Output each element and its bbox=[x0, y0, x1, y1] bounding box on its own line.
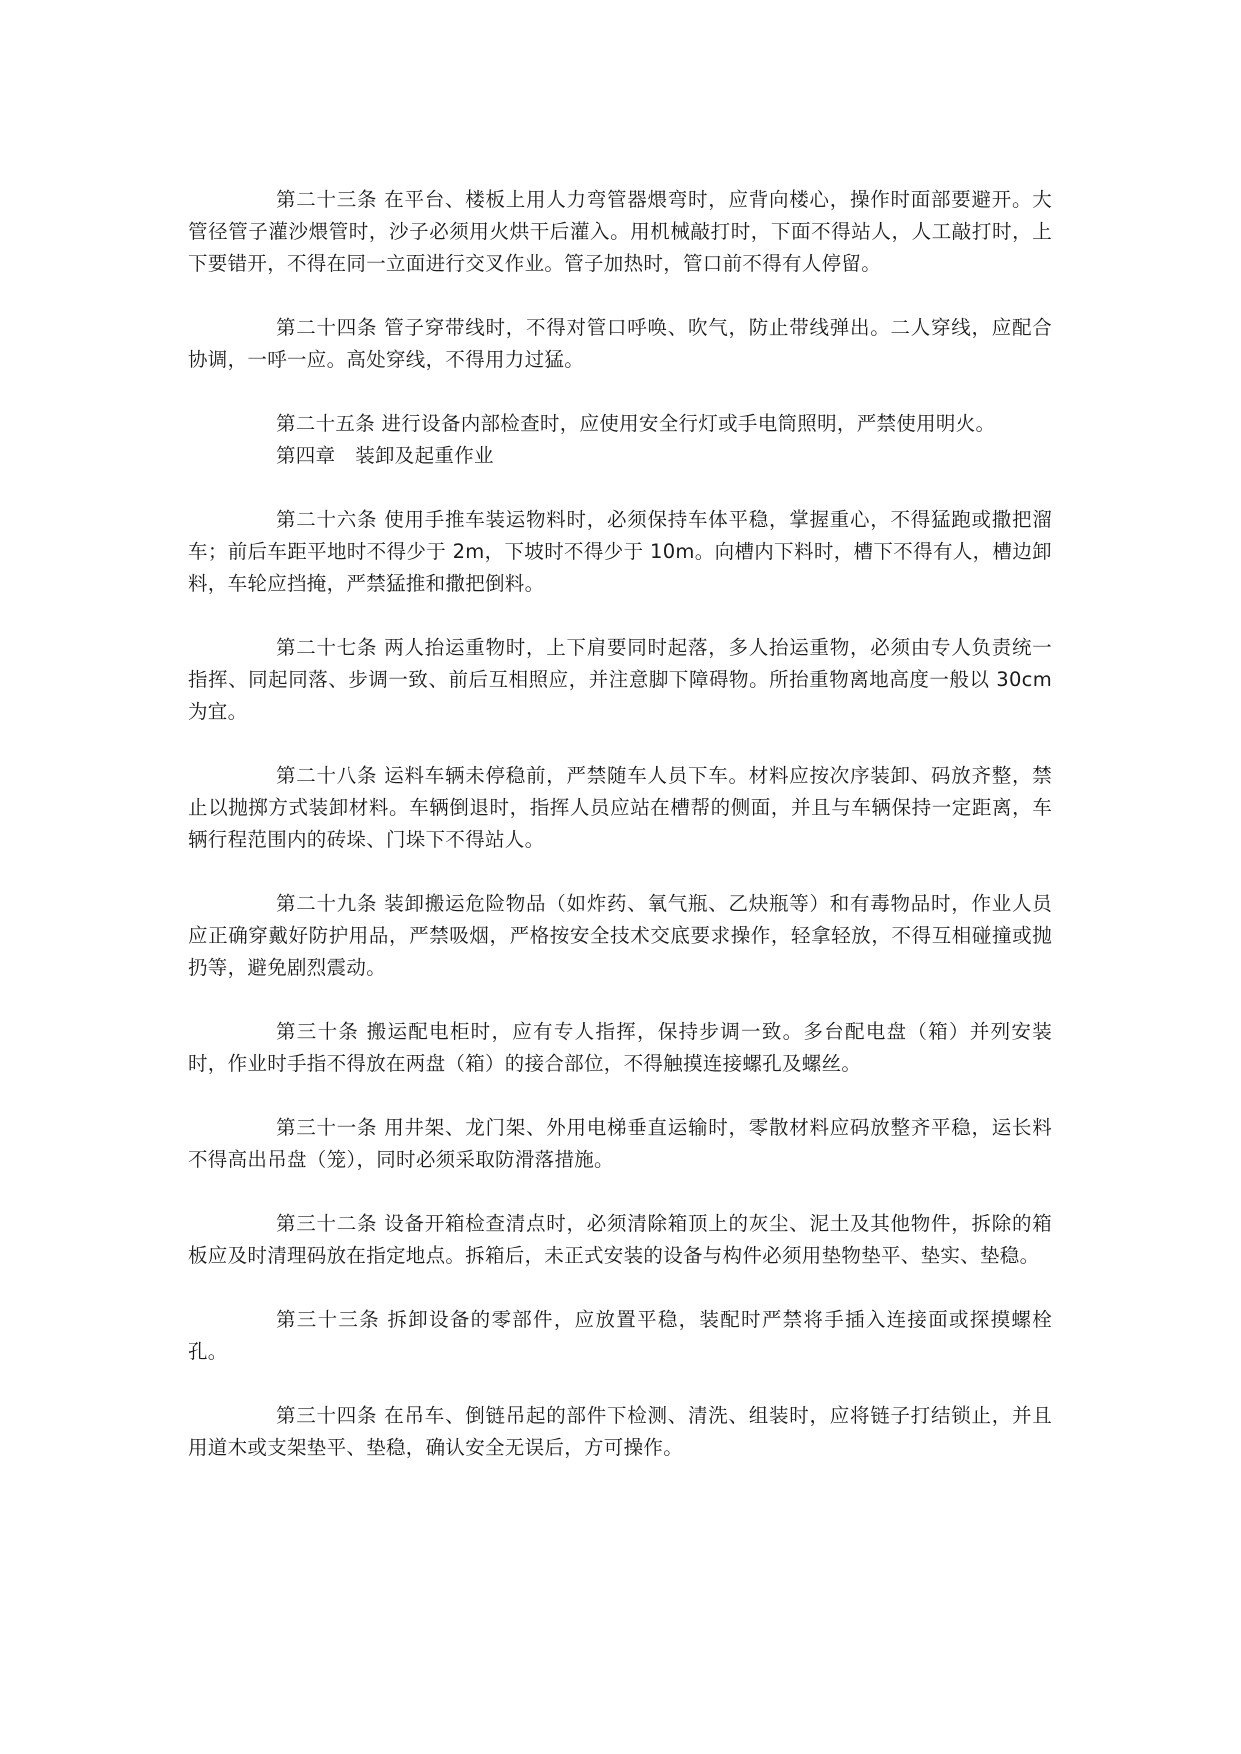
article-24: 第二十四条 管子穿带线时，不得对管口呼唤、吹气，防止带线弹出。二人穿线，应配合协调，一呼一应。高处穿线，不得用力过猛。 bbox=[188, 316, 1052, 371]
article-32: 第三十二条 设备开箱检查清点时，必须清除箱顶上的灰尘、泥土及其他物件，拆除的箱板应及时清理码放在指定地点。拆箱后，未正式安装的设备与构件必须用垫物垫平、垫实、垫稳。 bbox=[188, 1212, 1052, 1267]
article-27: 第二十七条 两人抬运重物时，上下肩要同时起落，多人抬运重物，必须由专人负责统一指挥、同起同落、步调一致、前后互相照应，并注意脚下障碍物。所抬重物离地高度一般以 30cm 为宜。 bbox=[188, 636, 1052, 723]
document-page bbox=[188, 184, 1052, 1464]
article-25: 第二十五条 进行设备内部检查时，应使用安全行灯或手电筒照明，严禁使用明火。 bbox=[276, 412, 996, 435]
article-28: 第二十八条 运料车辆未停稳前，严禁随车人员下车。材料应按次序装卸、码放齐整，禁止以抛掷方式装卸材料。车辆倒退时，指挥人员应站在槽帮的侧面，并且与车辆保持一定距离，车辆行程范围内的砖垛、门垛下不得站人。 bbox=[188, 764, 1052, 851]
chapter-heading: 第四章 装卸及起重作业 bbox=[276, 444, 494, 467]
article-33: 第三十三条 拆卸设备的零部件，应放置平稳，装配时严禁将手插入连接面或探摸螺栓孔。 bbox=[188, 1308, 1052, 1363]
article-30: 第三十条 搬运配电柜时，应有专人指挥，保持步调一致。多台配电盘（箱）并列安装时，作业时手指不得放在两盘（箱）的接合部位，不得触摸连接螺孔及螺丝。 bbox=[188, 1020, 1052, 1075]
article-31: 第三十一条 用井架、龙门架、外用电梯垂直运输时，零散材料应码放整齐平稳，运长料不得高出吊盘（笼），同时必须采取防滑落措施。 bbox=[188, 1116, 1052, 1171]
article-29: 第二十九条 装卸搬运危险物品（如炸药、氧气瓶、乙炔瓶等）和有毒物品时，作业人员应正确穿戴好防护用品，严禁吸烟，严格按安全技术交底要求操作，轻拿轻放，不得互相碰撞或抛扔等，避免剧烈震动。 bbox=[188, 892, 1052, 979]
article-34: 第三十四条 在吊车、倒链吊起的部件下检测、清洗、组装时，应将链子打结锁止，并且用道木或支架垫平、垫稳，确认安全无误后，方可操作。 bbox=[188, 1404, 1052, 1459]
article-26: 第二十六条 使用手推车装运物料时，必须保持车体平稳，掌握重心，不得猛跑或撒把溜车；前后车距平地时不得少于 2m，下坡时不得少于 10m。向槽内下料时，槽下不得有人，槽边卸料，车轮应挡掩，严禁猛推和撒把倒料。 bbox=[188, 508, 1052, 595]
article-23: 第二十三条 在平台、楼板上用人力弯管器煨弯时，应背向楼心，操作时面部要避开。大管径管子灌沙煨管时，沙子必须用火烘干后灌入。用机械敲打时，下面不得站人，人工敲打时，上下要错开，不得在同一立面进行交叉作业。管子加热时，管口前不得有人停留。 bbox=[188, 188, 1052, 275]
